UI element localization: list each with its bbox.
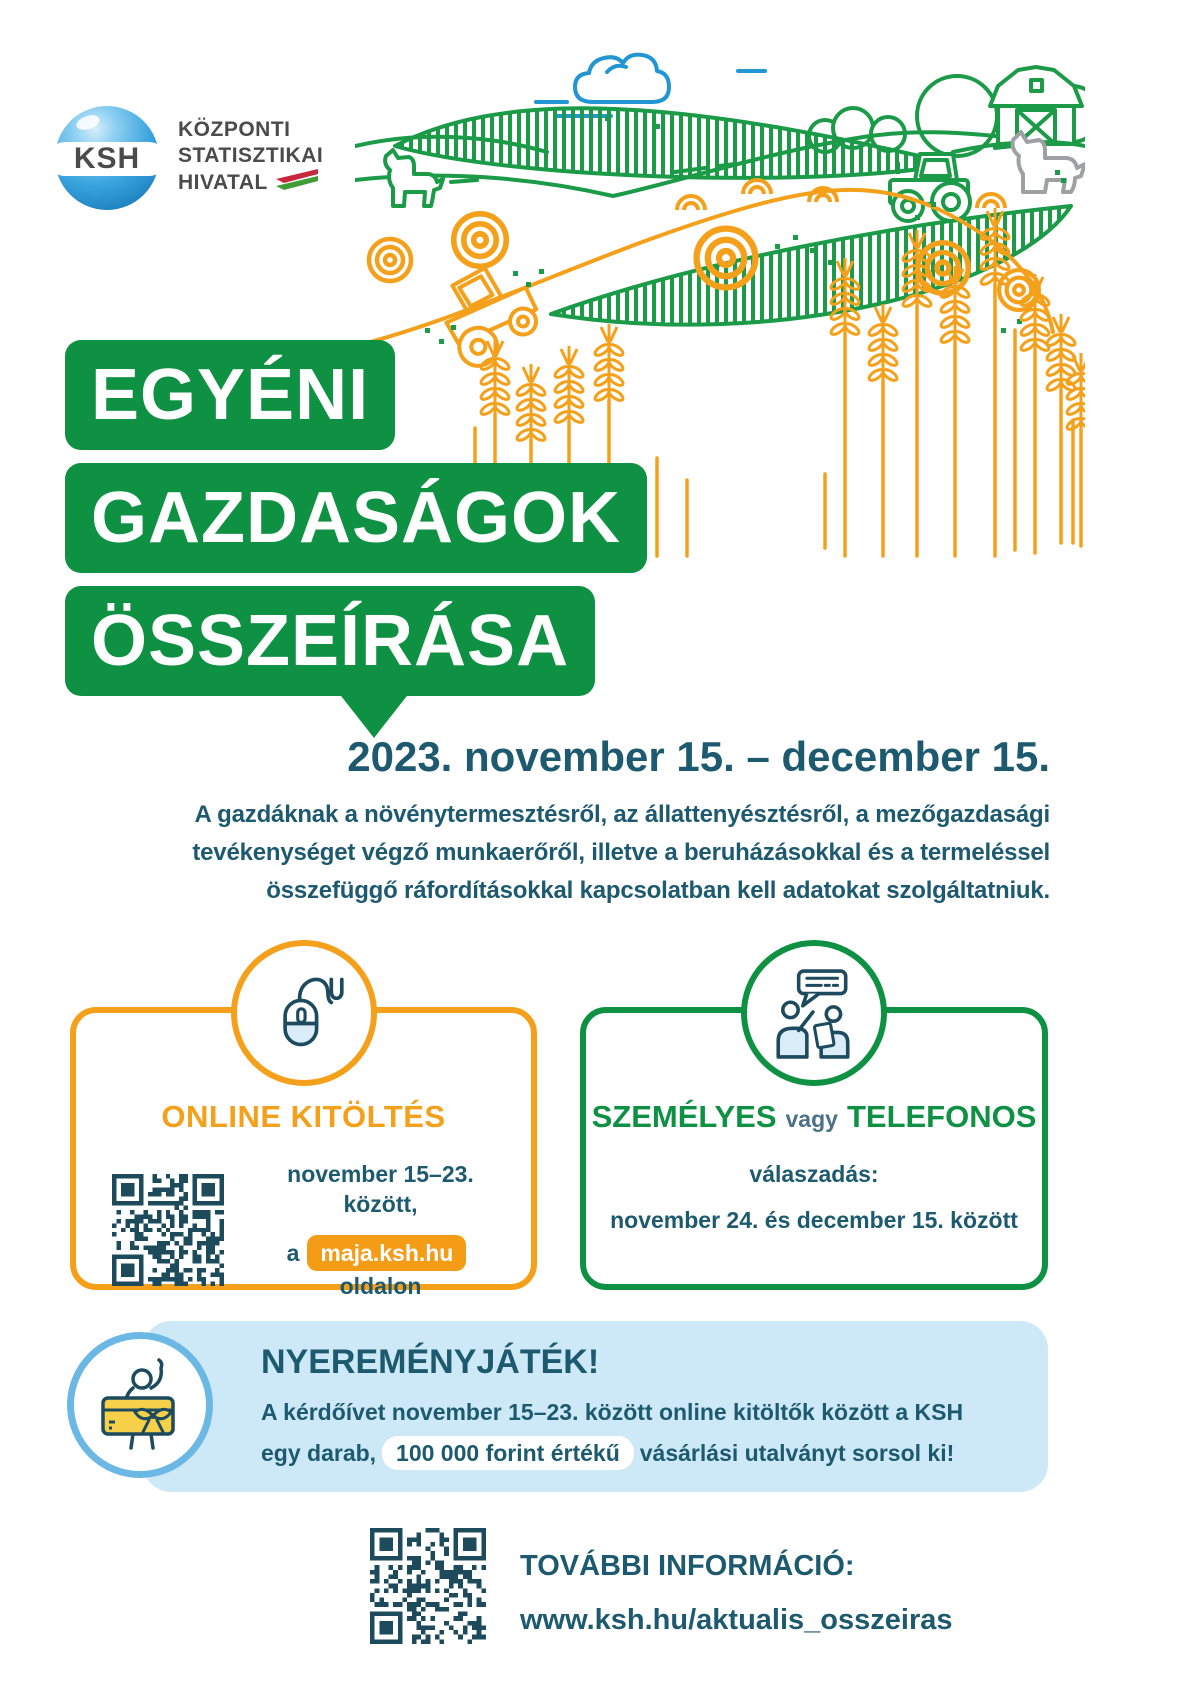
title-block-1: EGYÉNI [65,340,395,450]
prize-line-2: egy darab, 100 000 forint értékű vásárlási utalványt sorsol ki! [261,1433,1048,1474]
logo-highlight [75,113,102,133]
logo-ksh-text: KSH [73,142,141,175]
intro-line-3: összefüggő ráfordításokkal kapcsolatban kell adatokat szolgáltatniuk. [266,877,1050,904]
voucher-icon [93,1358,187,1452]
footer-qr-code[interactable] [370,1528,486,1644]
org-line-3: HIVATAL [178,169,324,196]
personal-card-text [586,1159,1042,1235]
online-line-1: november 15–23. között, [287,1161,474,1217]
prize-amount-highlight: 100 000 forint értékű [382,1436,634,1470]
online-card-text [250,1159,511,1301]
org-line-1: KÖZPONTI [178,118,291,141]
title-block-2: GAZDASÁGOK [65,463,647,573]
prize-banner [143,1321,1048,1492]
personal-card-title: SZEMÉLYES vagy TELEFONOS [591,1099,1037,1134]
prize-line-1: A kérdőívet november 15–23. között online kitöltők között a KSH [261,1399,964,1425]
prize-title: NYEREMÉNYJÁTÉK! [261,1343,600,1381]
interview-icon [768,967,860,1059]
maja-site-badge[interactable]: maja.ksh.hu [307,1235,466,1271]
title-block-3: ÖSSZEÍRÁSA [65,586,595,696]
personal-line-1: válaszadás: [749,1161,879,1187]
title-tail [338,692,410,738]
logo-org-name [178,117,324,196]
online-qr-code[interactable] [112,1174,224,1286]
footer-url[interactable]: www.ksh.hu/aktualis_osszeiras [520,1604,953,1636]
barn-icon [990,67,1082,144]
footer-label: TOVÁBBI INFORMÁCIÓ: [520,1550,855,1582]
prize-text [261,1392,1048,1474]
online-card [70,1007,537,1299]
mouse-circle [231,940,377,1086]
mouse-icon [262,971,346,1055]
horse-icon-green [385,150,443,206]
personal-card [580,1007,1048,1290]
intro-paragraph [140,796,1050,910]
intro-line-2: tevékenységet végző munkaerőről, illetve a beruházásokkal és a termeléssel [192,839,1050,866]
ksh-logo-icon [55,106,159,210]
online-card-title: ONLINE KITÖLTÉS [161,1099,446,1134]
online-line-2: a maja.ksh.huoldalon [250,1235,511,1301]
interview-circle [741,940,887,1086]
voucher-circle [67,1332,213,1478]
hungarian-flag-icon [276,169,324,191]
intro-line-1: A gazdáknak a növénytermesztésről, az állattenyésztésről, a mezőgazdasági [194,801,1050,828]
org-line-2: STATISZTIKAI [178,144,324,167]
census-period: 2023. november 15. – december 15. [347,733,1050,780]
personal-line-2: november 24. és december 15. között [610,1207,1018,1233]
logo-band [48,142,166,176]
